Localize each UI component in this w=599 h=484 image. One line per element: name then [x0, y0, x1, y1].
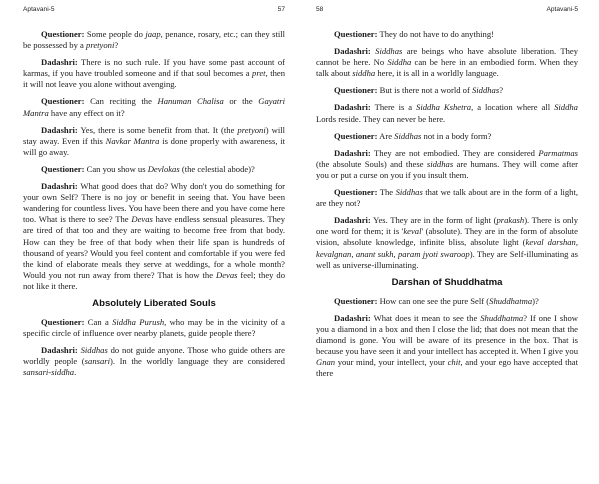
italic-term: siddhas [426, 158, 454, 169]
dialogue-paragraph: Dadashri: What does it mean to see the Shuddhatma? If one I show you a diamond in a box and then I close the lid; that does not mean that the diamond is gone. You will be aware of its presence in the box. That is because you have seen it and your intellect has accepted it. When I give you Gnan your mind, your intellect, your chit, and your ego have accepted that there [316, 312, 579, 379]
speaker-label: Dadashri: [41, 57, 78, 68]
section-heading: Absolutely Liberated Souls [92, 297, 216, 309]
italic-term: Shuddhatma [489, 295, 533, 306]
italic-term: pretyoni [237, 124, 266, 135]
italic-term: Gnan [316, 357, 336, 368]
speaker-label: Questioner: [334, 85, 378, 96]
italic-term: keval darshan, kevalgnan, anant sukh, param jyoti swaroop [316, 237, 578, 259]
page-number: 57 [277, 6, 285, 13]
speaker-label: Questioner: [41, 163, 85, 174]
page-body [316, 29, 578, 385]
dialogue-paragraph: Questioner: Can you show us Devlokas (the celestial abode)? [41, 163, 255, 174]
header-book-title: Aptavani-5 [546, 6, 578, 13]
left-page [23, 0, 285, 484]
dialogue-paragraph: Questioner: Are Siddhas not in a body form? [334, 130, 492, 141]
running-header [23, 6, 285, 18]
speaker-label: Dadashri: [41, 124, 78, 135]
italic-term: chit [447, 357, 461, 368]
italic-term: pret [252, 68, 266, 79]
dialogue-paragraph: Dadashri: What good does that do? Why don't you do something for your own Self? There is no joy or benefit in seeing that. You have been wandering for countless lives. You have been there and you have come here too. What is there to see? The Devas have endless sensual pleasures. They are tired of that too and they are waiting to become free from that body. How can they be free of that body when their life span is hundreds of thousand of years? Would you feel content and comfortable if you were fed the kind of elaborate meals they serve at weddings, for a whole month? Would you not run away from there? That is how the Devas feel; they do not like it there. [23, 181, 285, 291]
italic-term: Parmatmas [538, 147, 578, 158]
speaker-label: Questioner: [334, 29, 378, 39]
italic-term: Devlokas [147, 163, 180, 174]
dialogue-paragraph: Dadashri: There is no such rule. If you have some past account of karmas, if you have troubled someone and if that soul becomes a pret, then it will not leave you alone without avenging. [23, 57, 286, 90]
italic-term: keval [403, 226, 422, 237]
italic-term: Devas [131, 214, 153, 225]
dialogue-paragraph: Questioner: They do not have to do anything! [334, 29, 495, 39]
speaker-label: Questioner: [334, 295, 378, 306]
speaker-label: Questioner: [41, 316, 85, 327]
section-heading: Darshan of Shuddhatma [391, 276, 503, 288]
dialogue-paragraph: Dadashri: Siddhas are beings who have absolute liberation. They cannot be here. No Siddha can be here in an embodied form. When they talk about siddha here, it is all in a worldly language. [316, 46, 578, 79]
speaker-label: Dadashri: [334, 215, 371, 226]
speaker-label: Dadashri: [41, 181, 78, 192]
dialogue-paragraph: Dadashri: They are not embodied. They are considered Parmatmas (the absolute Souls) and these siddhas are humans. They will come after you or put a curse on you if you insult them. [316, 147, 579, 180]
italic-term: Siddhas [375, 46, 403, 57]
speaker-label: Questioner: [334, 130, 378, 141]
speaker-label: Dadashri: [334, 102, 371, 113]
italic-term: sansari [84, 356, 110, 367]
italic-term: Siddhas [395, 187, 423, 198]
speaker-label: Questioner: [41, 96, 85, 107]
italic-term: pretyoni [86, 40, 115, 51]
italic-term: prakash [496, 215, 525, 226]
dialogue-paragraph: Questioner: But is there not a world of Siddhas? [334, 85, 504, 96]
speaker-label: Dadashri: [334, 312, 371, 323]
speaker-label: Dadashri: [334, 46, 371, 57]
dialogue-paragraph: Questioner: The Siddhas that we talk about are in the form of a light, are they not? [316, 187, 578, 209]
speaker-label: Questioner: [334, 187, 378, 198]
italic-term: sansari-siddha [23, 367, 75, 378]
italic-term: Siddha Kshetra [416, 102, 472, 113]
speaker-label: Dadashri: [41, 345, 78, 356]
italic-term: Gayatri Mantra [23, 96, 285, 118]
italic-term: jaap [145, 29, 161, 39]
italic-term: Siddhas [80, 345, 108, 356]
italic-term: Hanuman Chalisa [157, 96, 224, 107]
dialogue-paragraph: Dadashri: Siddhas do not guide anyone. Those who guide others are worldly people (sansari). In the worldly language they are considered sansari-siddha. [23, 345, 285, 378]
right-page [316, 0, 578, 484]
page-body [23, 29, 285, 384]
running-header [316, 6, 578, 18]
italic-term: Siddha [387, 57, 412, 68]
page-number: 58 [316, 6, 324, 13]
italic-term: Shuddhatma [480, 312, 524, 323]
italic-term: siddha [352, 68, 376, 79]
dialogue-paragraph: Questioner: Can reciting the Hanuman Chalisa or the Gayatri Mantra have any effect on it? [23, 96, 285, 118]
italic-term: Siddha Purush [112, 316, 165, 327]
italic-term: Devas [215, 269, 238, 280]
italic-term: Siddha [554, 102, 578, 113]
dialogue-paragraph: Questioner: How can one see the pure Self (Shuddhatma)? [334, 295, 539, 306]
dialogue-paragraph: Questioner: Some people do jaap, penance, rosary, etc.; can they still be possessed by a pretyoni? [23, 29, 286, 51]
speaker-label: Questioner: [41, 29, 85, 39]
italic-term: Siddhas [471, 85, 500, 96]
speaker-label: Dadashri: [334, 147, 371, 158]
header-book-title: Aptavani-5 [23, 6, 55, 13]
italic-term: Navkar Mantra [105, 135, 160, 146]
dialogue-paragraph: Questioner: Can a Siddha Purush, who may be in the vicinity of a specific circle of influence over nearby planets, guide people there? [23, 316, 285, 339]
dialogue-paragraph: Dadashri: Yes, there is some benefit from that. It (the pretyoni) will stay away. Even if this Navkar Mantra is done properly with awareness, it will go away. [23, 124, 285, 157]
dialogue-paragraph: Dadashri: Yes. They are in the form of light (prakash). There is only one word for them; it is 'keval' (absolute). They are in the form of absolute vision, absolute knowledge, infinite bliss, absolute light (keval darshan, kevalgnan, anant sukh, param jyoti swaroop). They are Self-illuminating as well as universe-illuminating. [316, 215, 579, 270]
dialogue-paragraph: Dadashri: There is a Siddha Kshetra, a location where all Siddha Lords reside. They can never be here. [316, 102, 578, 124]
italic-term: Siddhas [394, 130, 422, 141]
